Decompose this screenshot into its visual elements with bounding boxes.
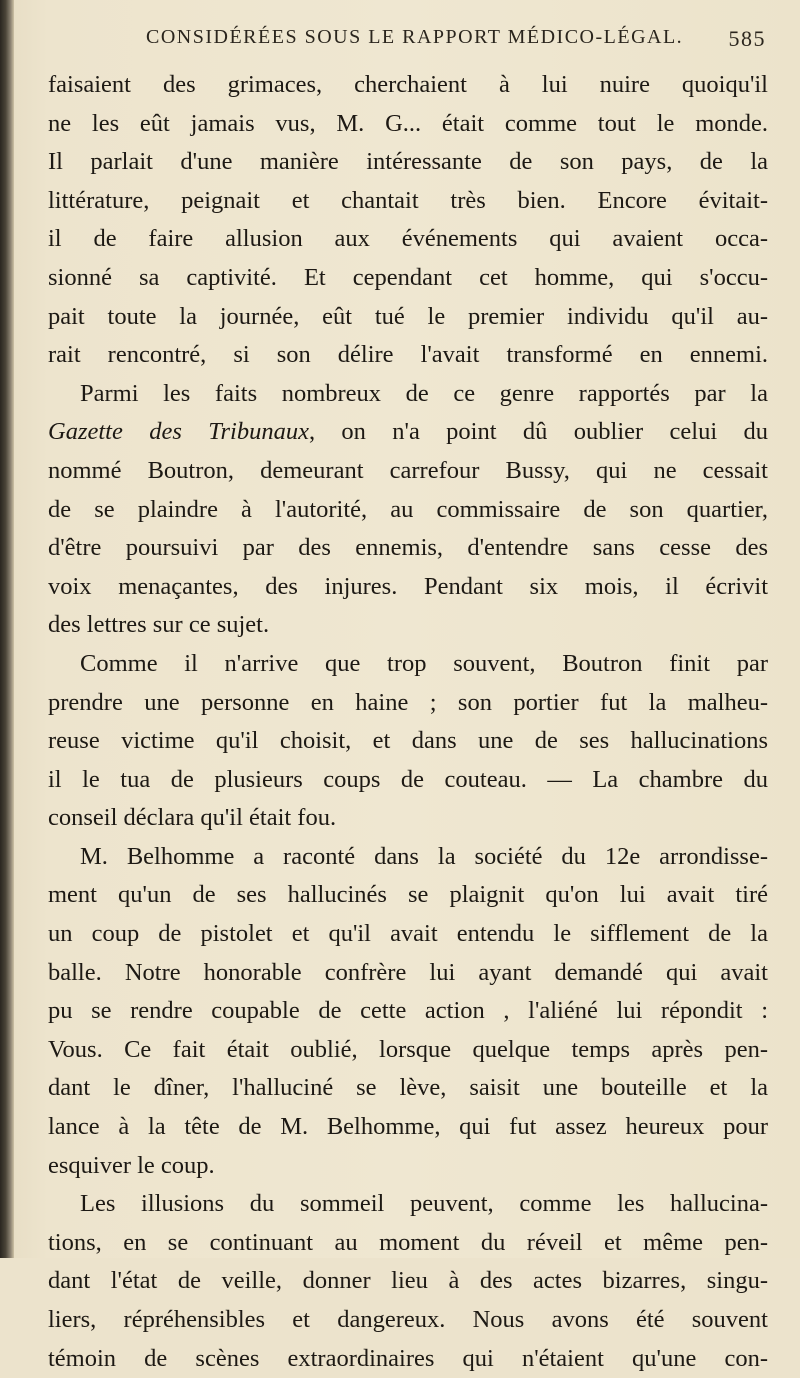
text-line: Vous. Ce fait était oublié, lorsque quelque temps après pen- [48,1035,768,1063]
running-head-title: CONSIDÉRÉES SOUS LE RAPPORT MÉDICO-LÉGAL. [146,26,684,48]
text-line: pu se rendre coupable de cette action , l'aliéné lui répondit : [48,997,768,1025]
text-line: rait rencontré, si son délire l'avait transformé en ennemi. [48,341,768,369]
text-line: lance à la tête de M. Belhomme, qui fut assez heureux pour [48,1113,768,1141]
text-line: littérature, peignait et chantait très bien. Encore évitait- [48,186,768,214]
text-line: témoin de scènes extraordinaires qui n'étaient qu'une con- [48,1344,768,1372]
text-line: un coup de pistolet et qu'il avait entendu le sifflement de la [48,920,768,948]
text-line: esquiver le coup. [48,1151,215,1179]
text-line: Parmi les faits nombreux de ce genre rapportés par la [80,379,768,407]
text-line: faisaient des grimaces, cherchaient à lui nuire quoiqu'il [48,71,768,98]
text-line: M. Belhomme a raconté dans la société du 12e arrondisse- [80,842,768,870]
text-line: des lettres sur ce sujet. [48,611,270,639]
text-line: prendre une personne en haine ; son portier fut la malheu- [48,688,768,716]
text-line: pait toute la journée, eût tué le premier individu qu'il au- [48,302,768,330]
text-line: Les illusions du sommeil peuvent, comme les hallucina- [80,1190,768,1218]
text-line: nommé Boutron, demeurant carrefour Bussy, qui ne cessait [48,456,768,484]
text-line: il le tua de plusieurs coups de couteau. — La chambre du [48,765,768,793]
text-line: Il parlait d'une manière intéressante de son pays, de la [48,148,768,176]
text-line: liers, répréhensibles et dangereux. Nous avons été souvent [48,1306,768,1333]
text-line: reuse victime qu'il choisit, et dans une de ses hallucinations [48,727,768,755]
text-line: dant l'état de veille, donner lieu à des actes bizarres, singu- [48,1267,768,1295]
page-number: 585 [728,26,766,51]
text-line: il de faire allusion aux événements qui avaient occa- [48,225,768,253]
text-line: de se plaindre à l'autorité, au commissaire de son quartier, [48,495,768,523]
text-line: conseil déclara qu'il était fou. [48,804,337,832]
body-text [48,66,768,1378]
book-binding-edge [0,0,14,1258]
text-fragment: , on n'a point dû oublier celui du [308,418,768,446]
text-line: ment qu'un de ses hallucinés se plaignit qu'on lui avait tiré [48,881,768,909]
text-line: Comme il n'arrive que trop souvent, Boutron finit par [80,649,768,677]
text-line: sionné sa captivité. Et cependant cet homme, qui s'occu- [48,263,768,291]
text-line: voix menaçantes, des injures. Pendant six mois, il écrivit [48,572,768,600]
text-line: dant le dîner, l'halluciné se lève, saisit une bouteille et la [48,1074,768,1102]
newspaper-title: Gazette des Tribunaux [48,418,309,446]
text-line: tions, en se continuant au moment du réveil et même pen- [48,1228,768,1256]
text-line: d'être poursuivi par des ennemis, d'entendre sans cesse des [48,534,768,562]
text-line: balle. Notre honorable confrère lui ayant demandé qui avait [48,958,768,986]
text-line [48,413,768,452]
text-line: ne les eût jamais vus, M. G... était comme tout le monde. [48,109,768,137]
running-head [146,26,766,62]
